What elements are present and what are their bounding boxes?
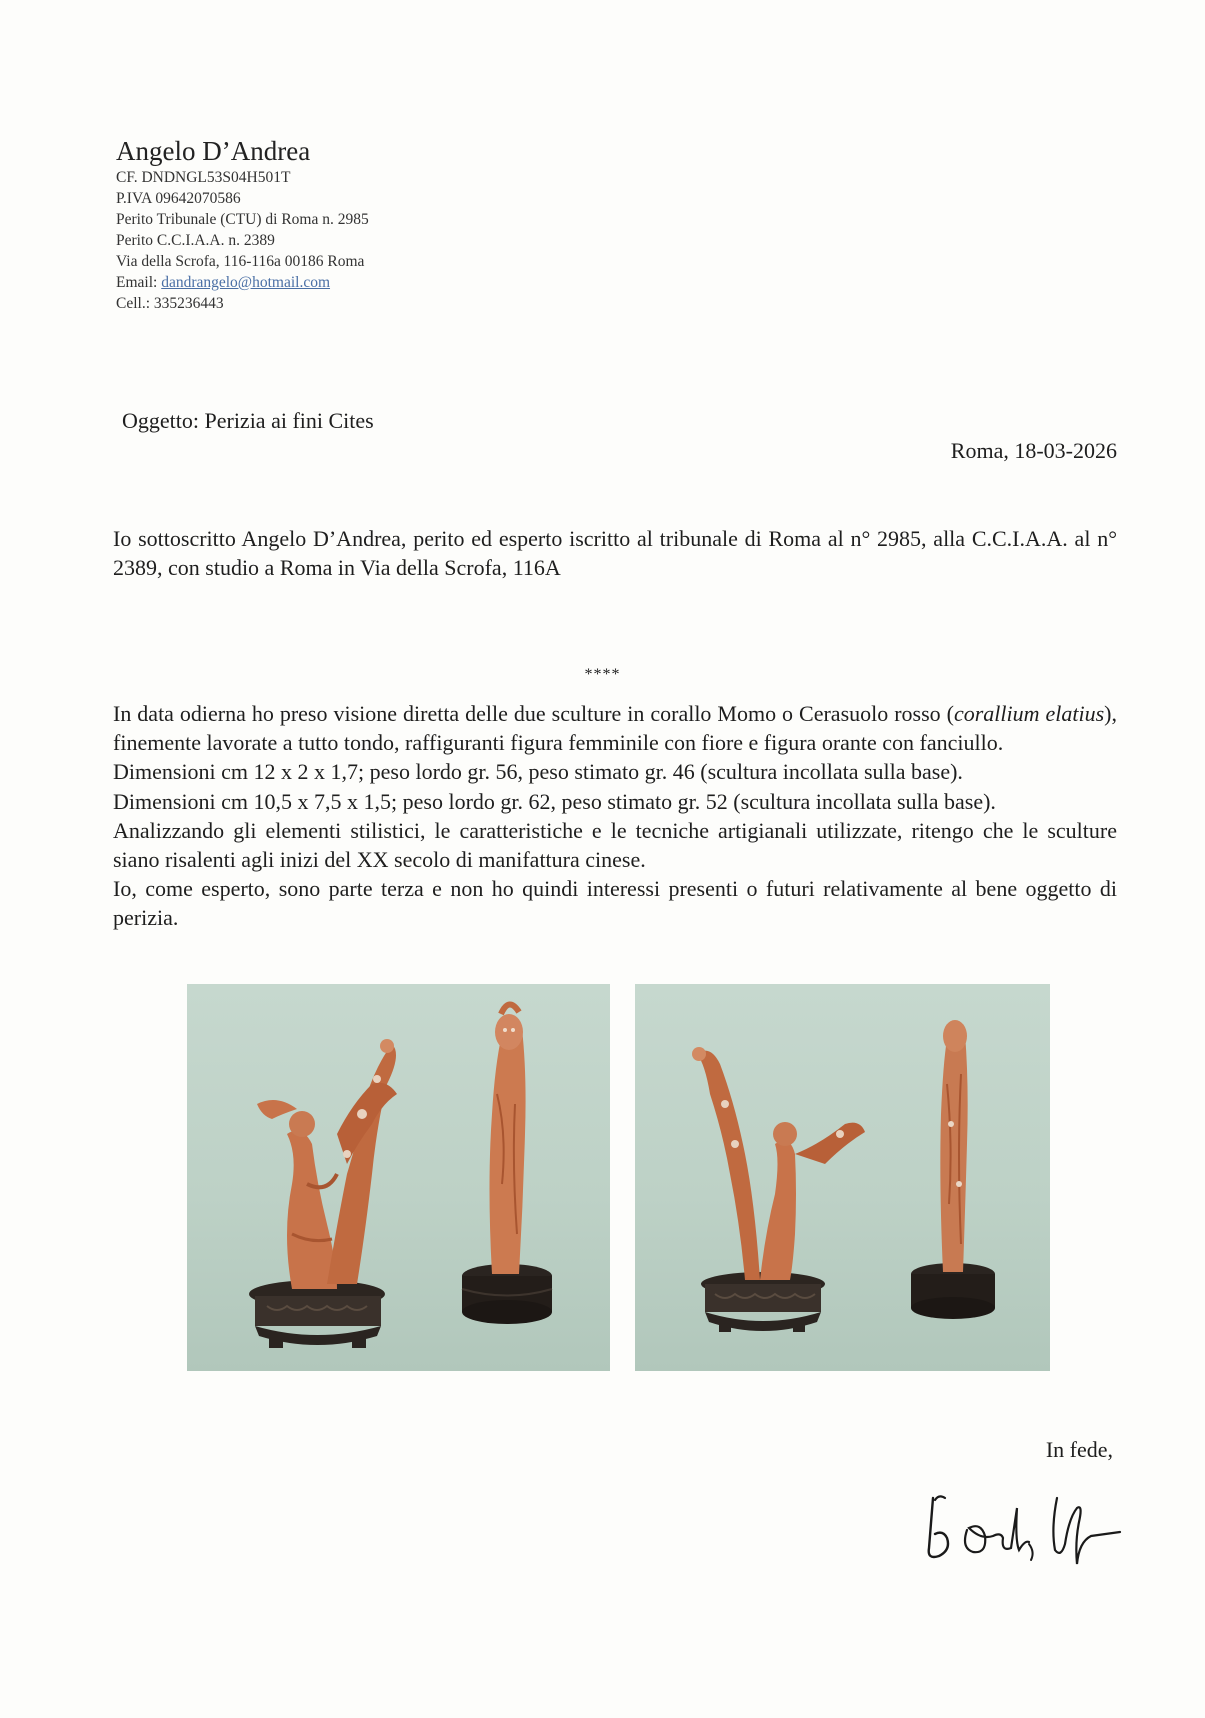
author-name: Angelo D’Andrea [116,136,311,166]
email-label: Email: [116,274,162,291]
section-separator: **** [584,666,621,683]
species-name: corallium elatius [953,701,1105,726]
coral-figure-group-back [692,1047,865,1280]
carved-wood-base-left [249,1280,385,1348]
dimensions-sculpture-1: Dimensioni cm 12 x 2 x 1,7; peso lordo gr. 56, peso stimato gr. 46 (scultura incollata sulla base). [113,759,963,785]
dimensions-sculpture-2: Dimensioni cm 10,5 x 7,5 x 1,5; peso lordo gr. 62, peso stimato gr. 52 (scultura incollata sulla base). [113,788,996,814]
appraisal-body [113,699,1117,933]
intro-paragraph: Io sottoscritto Angelo D’Andrea, perito ed esperto iscritto al tribunale di Roma al n° 2985, alla C.C.I.A.A. al n° 2389, con studio a Roma in Via della Scrofa, 116A [113,526,1117,580]
coral-figure-standing-back [940,1020,967,1272]
address: Via della Scrofa, 116-116a 00186 Roma [116,253,365,270]
chamber-expert-number: Perito C.C.I.A.A. n. 2389 [116,232,275,249]
coral-figure-standing [490,1004,526,1274]
sculptures-photo-back [635,984,1050,1371]
letterhead [116,135,536,314]
closing-salutation: In fede, [1045,1437,1113,1462]
carved-wood-base-left-back [701,1272,825,1332]
date-line: Roma, 18-03-2026 [950,438,1117,463]
coral-figure-group [257,1039,397,1289]
analysis-paragraph: Analizzando gli elementi stilistici, le caratteristiche e le tecniche artigianali utilizzate, ritengo che le sculture siano risalenti agli inizi del XX secolo di manifattura cinese. [113,817,1117,873]
sculptures-illustration-back [635,984,1050,1371]
handwritten-signature [915,1478,1125,1568]
court-expert-number: Perito Tribunale (CTU) di Roma n. 2985 [116,211,369,228]
vat-number: P.IVA 09642070586 [116,190,241,207]
declaration-paragraph: Io, come esperto, sono parte terza e non ho quindi interessi presenti o futuri relativamente al bene oggetto di perizia. [113,876,1117,931]
sculptures-illustration-front [187,984,610,1371]
tax-code: CF. DNDNGL53S04H501T [116,169,291,186]
sculptures-photo-front [187,984,610,1371]
subject-line: Oggetto: Perizia ai fini Cites [122,408,374,433]
email-line [116,272,536,293]
phone: Cell.: 335236443 [116,295,224,312]
email-link[interactable]: dandrangelo@hotmail.com [161,274,331,291]
description-paragraph: In data odierna ho preso visione diretta delle due sculture in corallo Momo o Cerasuolo rosso (corallium elatius), finemente lavorate a tutto tondo, raffiguranti figura femminile con fiore e figura orante con fanciullo. [113,701,1117,756]
